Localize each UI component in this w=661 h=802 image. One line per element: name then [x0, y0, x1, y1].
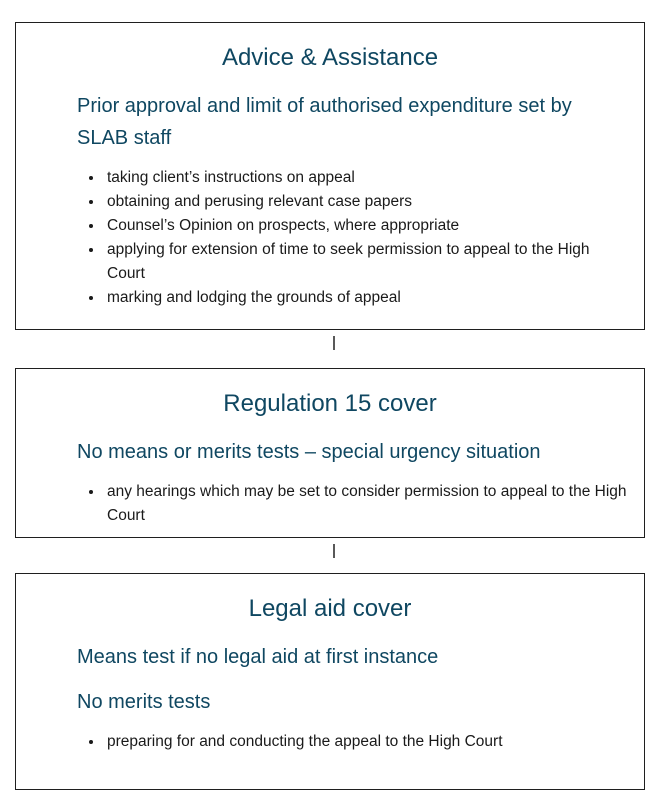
box-subtitle: No merits tests — [77, 691, 211, 713]
list-item: • any hearings which may be set to consider permission to appeal to the High Court — [104, 480, 630, 528]
box-title: Regulation 15 cover — [223, 390, 437, 417]
list-item: • taking client’s instructions on appeal — [104, 166, 630, 190]
list-item: • obtaining and perusing relevant case papers — [104, 190, 630, 214]
box-title: Advice & Assistance — [221, 44, 439, 71]
box-subtitle: Means test if no legal aid at first instance — [77, 646, 439, 668]
connector-line — [333, 544, 335, 558]
box-subtitle: No means or merits tests – special urgency situation — [77, 441, 541, 463]
list-item: • Counsel’s Opinion on prospects, where appropriate — [104, 214, 630, 238]
bullet-list — [16, 480, 644, 528]
box-legal-aid-cover — [15, 573, 645, 790]
connector-line — [333, 336, 335, 350]
box-advice-assistance — [15, 22, 645, 330]
list-item: • preparing for and conducting the appeal to the High Court — [104, 730, 630, 754]
box-title: Legal aid cover — [248, 595, 412, 622]
list-item: • marking and lodging the grounds of appeal — [104, 286, 630, 310]
list-item: • applying for extension of time to seek permission to appeal to the High Court — [104, 238, 630, 286]
bullet-list — [16, 166, 644, 310]
box-regulation-15-cover — [15, 368, 645, 538]
bullet-list — [16, 730, 644, 754]
box-subtitle: Prior approval and limit of authorised expenditure set by SLAB staff — [77, 95, 572, 149]
